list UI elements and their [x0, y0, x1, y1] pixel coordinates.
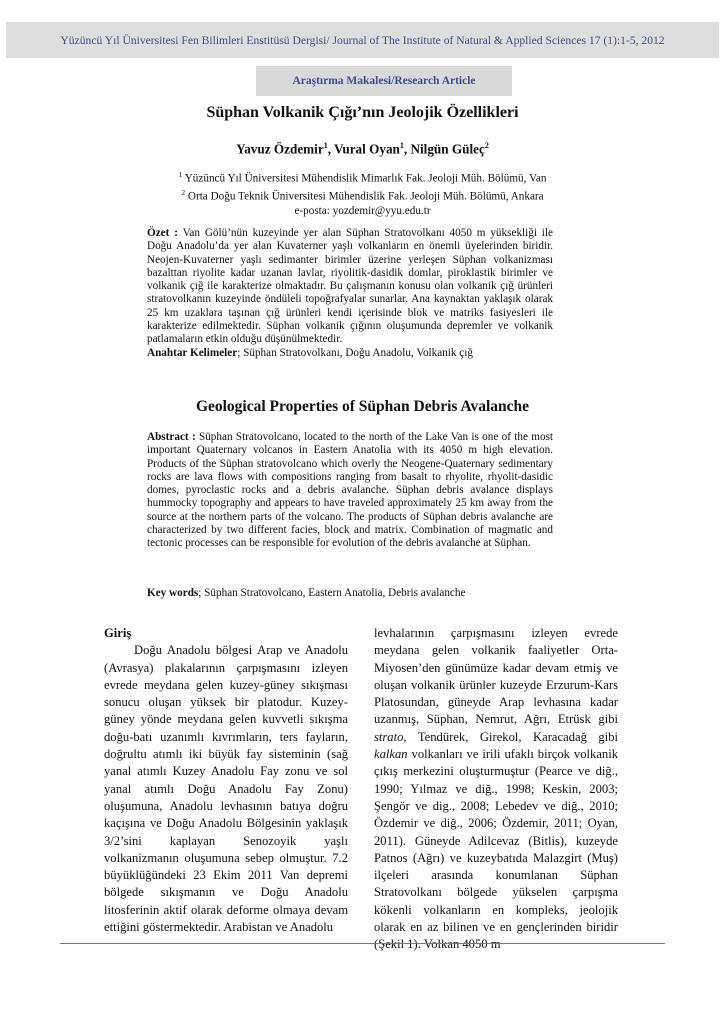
affiliation-text: Yüzüncü Yıl Üniversitesi Mühendislik Mimarlık Fak. Jeoloji Müh. Bölümü, Van [182, 172, 547, 185]
keywords-turkish-label: Anahtar Kelimeler [147, 346, 238, 359]
affiliation-number: 1 [178, 170, 183, 179]
abstract-turkish-label: Özet : [147, 227, 178, 239]
body-text: , Tendürek, Girekol, Karacadağ gibi [403, 729, 618, 744]
footer-divider [60, 943, 665, 944]
abstract-english [147, 431, 553, 551]
author-name: Vural Oyan [334, 141, 400, 157]
author-separator: , [327, 141, 335, 157]
abstract-english-text: Süphan Stratovolcano, located to the north of the Lake Van is one of the most important Quaternary volcanos in Eastern Anatolia with its 4050 m high elevation. Products of the Süphan stratovolcano which overly the Neogene-Quaternary sedimentary rocks are lava flows with compositions ranging from basalt to rhyolite, rhyolit-dasidic domes, pyroclastic rocks and a debris avalanche. Süphan debris avalance displays hummocky topography and appears to have traveled approximately 25 km away from the source at the northern parts of the volcano. The products of Süphan debris avalanche are characterized by two different facies, block and matrix. Combination of magmatic and tectonic processes can be responsible for evolution of the debris avalanche at Süphan. [147, 431, 553, 550]
author-affil-number: 2 [484, 141, 489, 150]
body-paragraph: Doğu Anadolu bölgesi Arap ve Anadolu (Avrasya) plakalarının çarpışmasını izleyen evrede meydana gelen kuzey-güney sıkışması sonucu oluşan yüksek bir platodur. Kuzey-güney yönde meydana gelen kuvvetli sıkışma doğu-batı uzanımlı kıvrımların, ters fayların, doğrultu atımlı iki büyük fay sisteminin (sağ yanal atımlı Kuzey Anadolu Fay zonu ve sol yanal atımlı Doğu Anadolu Fay Zonu) oluşumuna, Anadolu levhasının batıya doğru kaçışına ve Doğu Anadolu Bölgesinin yaklaşık 3/2’sini kaplayan Senozoyik yaşlı volkanizmanın oluşumuna sebep olmuştur. 7.2 büyüklüğündeki 23 Ekim 2011 Van depremi bölgede sıkışmanın ve Doğu Anadolu litosferinin aktif olarak deforme olmaya devam ettiğini göstermektedir. Arabistan ve Anadolu [104, 643, 348, 935]
body-italic-term: strato [374, 729, 404, 744]
affiliation-number: 2 [181, 188, 186, 198]
keywords-turkish-text: ; Süphan Stratovolkanı, Doğu Anadolu, Volkanik çığ [237, 346, 473, 359]
section-heading-giris: Giriş [104, 626, 132, 640]
affiliations [0, 168, 725, 219]
affiliation-line [0, 186, 725, 204]
abstract-english-label: Abstract : [147, 431, 196, 443]
title-turkish: Süphan Volkanik Çığı’nın Jeolojik Özellikleri [206, 104, 519, 121]
author-affil-number: 1 [399, 141, 404, 150]
journal-header-text: Yüzüncü Yıl Üniversitesi Fen Bilimleri Enstitüsü Dergisi/ Journal of The Institute of Natural & Applied Sciences 17 (1):1-5, 2012 [60, 33, 665, 47]
affiliation-text: Orta Doğu Teknik Üniversitesi Mühendislik Fak. Jeoloji Müh. Bölümü, Ankara [185, 190, 544, 203]
abstract-turkish-text: Van Gölü’nün kuzeyinde yer alan Süphan Stratovolkanı 4050 m yüksekliği ile Doğu Anadolu’da yer alan Kuvaterner yaşlı volkanların en önemli üyelerinden biridir. Neojen-Kuvaterner yaşlı sedimanter birimler üzerine yerleşen Süphan volkanizması bazalttan riyolite kadar uzanan lavlar, riyolitik-dasidik domlar, piroklastik birimler ve volkanik çığ ile karakterize olmaktadır. Bu çalışmanın konusu olan volkanik çığ ürünleri stratovolkanın kuzeyinde öndüleli topoğrafyalar sunarlar. Ana kaynaktan yaklaşık olarak 25 km uzaklara taşınan çığ ürünleri kendi içerisinde blok ve matriks fasiyesleri ile karakterize edilmektedir. Süphan volkanik çığının oluşumunda depremler ve volkanik patlamaların etkin olduğu düşünülmektedir. [147, 227, 553, 346]
body-text: volkanları ve irili ufaklı birçok volkanik çıkış merkezini oluşturmuştur (Pearce ve diğ., 1990; Yılmaz ve diğ., 1998; Keskin, 2003; Şengör ve dig., 2008; Lebedev ve diğ., 2010; Özdemir ve diğ., 2006; Özdemir, 2011; Oyan, 2011). Güneyde Adilcevaz (Bitlis), kuzeyde Patnos (Ağrı) ve kuzeybatıda Malazgirt (Muş) ilçeleri arasında konumlanan Süphan Stratovolkanı bölgede yükselen çarpışma kökenli volkanların en kompleks, jeolojik olarak en az bilinen ve en gençlerinden biridir (Şekil 1). Volkan 4050 m [374, 747, 618, 952]
author-affil-number: 1 [323, 141, 328, 150]
abstract-turkish-paragraph [147, 227, 553, 347]
body-paragraph-continued [374, 625, 618, 954]
keywords-english [147, 587, 465, 599]
author-separator: , [403, 141, 411, 157]
body-column-right [374, 625, 618, 954]
keywords-turkish [147, 347, 553, 360]
body-column-left [104, 625, 348, 936]
title-english: Geological Properties of Süphan Debris Avalanche [195, 398, 530, 415]
article-type-label: Araştırma Makalesi/Research Article [292, 75, 476, 87]
author-list [0, 141, 725, 157]
email-line: e-posta: yozdemir@yyu.edu.tr [294, 205, 431, 218]
body-text: levhalarının çarpışmasını izleyen evrede meydana gelen volkanik faaliyetler Orta-Miyosen’den günümüze kadar devam etmiş ve oluşan volkanik ürünler kuzeyde Erzurum-Kars Platosundan, güneyde Arap levhasına kadar uzanmış, Süphan, Nemrut, Ağrı, Etrüsk gibi [374, 626, 618, 727]
body-italic-term: kalkan [374, 747, 408, 762]
author-name: Nilgün Güleç [410, 141, 485, 157]
article-type-badge [256, 66, 512, 96]
abstract-turkish [147, 227, 553, 360]
keywords-english-text: ; Süphan Stratovolcano, Eastern Anatolia, Debris avalanche [198, 587, 466, 599]
affiliation-line [0, 168, 725, 186]
author-name: Yavuz Özdemir [236, 141, 324, 157]
journal-header [6, 22, 719, 58]
keywords-english-label: Key words [147, 587, 199, 599]
abstract-english-paragraph [147, 431, 553, 551]
